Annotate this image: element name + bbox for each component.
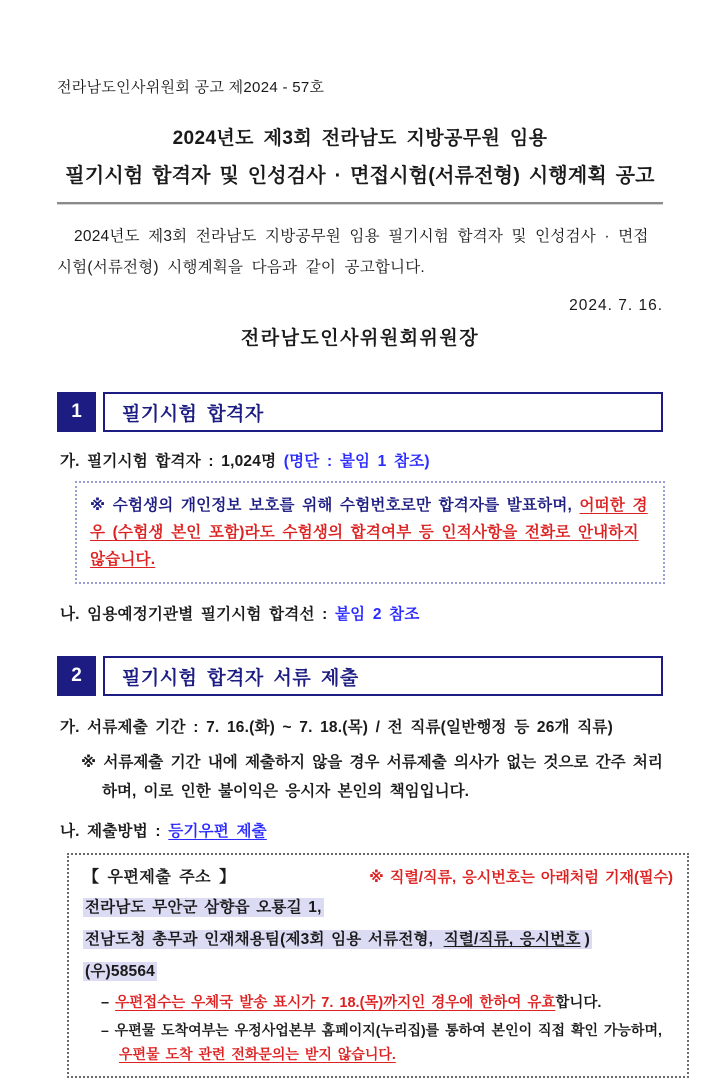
- title-line-1: 2024년도 제3회 전라남도 지방공무원 임용: [172, 128, 548, 149]
- section-2-item-ga: 가. 서류제출 기간 : 7. 16.(화) ~ 7. 18.(목) / 전 직류(일반행정 등 26개 직류): [60, 719, 613, 736]
- announcement-date: 2024. 7. 16.: [569, 297, 663, 314]
- section-2-note: ※ 서류제출 기간 내에 제출하지 않을 경우 서류제출 의사가 없는 것으로 간주 처리하며, 이로 인한 불이익은 응시자 본인의 책임입니다.: [81, 754, 663, 800]
- section-2-item-na: 나. 제출방법 : 등기우편 제출: [60, 823, 267, 840]
- section-2-header: [57, 656, 663, 696]
- section-1-number: 1: [57, 392, 96, 432]
- section-1-item-ga: 가. 필기시험 합격자 : 1,024명 (명단 : 붙임 1 참조): [60, 453, 430, 470]
- intro-paragraph: 2024년도 제3회 전라남도 지방공무원 임용 필기시험 합격자 및 인성검사 · 면접시험(서류전형) 시행계획을 다음과 같이 공고합니다.: [57, 228, 649, 276]
- issuer-name: 전라남도인사위원회위원장: [240, 328, 480, 349]
- section-2-title: 필기시험 합격자 서류 제출: [103, 656, 663, 696]
- mail-note-2: – 우편물 도착여부는 우정사업본부 홈페이지(누리집)를 통하여 본인이 직접 확인 가능하며, 우편물 도착 관련 전화문의는 받지 않습니다.: [101, 1022, 662, 1062]
- address-line-2: 전남도청 총무과 인재채용팀(제3회 임용 서류전형, 직렬/직류, 응시번호 ): [85, 931, 590, 948]
- section-1-item-na: 나. 임용예정기관별 필기시험 합격선 : 붙임 2 참조: [60, 606, 420, 623]
- mail-box-required-note: ※ 직렬/직류, 응시번호는 아래처럼 기재(필수): [369, 869, 673, 886]
- mail-note-1: – 우편접수는 우체국 발송 표시가 7. 18.(목)까지인 경우에 한하여 유효합니다.: [101, 995, 602, 1011]
- address-line-1: 전라남도 무안군 삼향읍 오룡길 1,: [85, 899, 322, 916]
- address-line-3-postal-code: (우)58564: [85, 963, 155, 980]
- section-1-title: 필기시험 합격자: [103, 392, 663, 432]
- mail-address-box: [67, 853, 689, 1078]
- mail-box-title: 【 우편제출 주소 】: [83, 869, 236, 886]
- section-2-number: 2: [57, 656, 96, 696]
- title-divider: [57, 202, 663, 205]
- privacy-notice-box: ※ 수험생의 개인정보 보호를 위해 수험번호로만 합격자를 발표하며, 어떠한 경우 (수험생 본인 포함)라도 수험생의 합격여부 등 인적사항을 전화로 안내하지 않습니다.: [75, 481, 665, 584]
- title-line-2: 필기시험 합격자 및 인성검사 · 면접시험(서류전형) 시행계획 공고: [65, 165, 655, 187]
- doc-number: 전라남도인사위원회 공고 제2024 - 57호: [57, 79, 325, 96]
- mail-box-header-row: [83, 864, 673, 887]
- document-title: [57, 123, 663, 188]
- section-1-header: [57, 392, 663, 432]
